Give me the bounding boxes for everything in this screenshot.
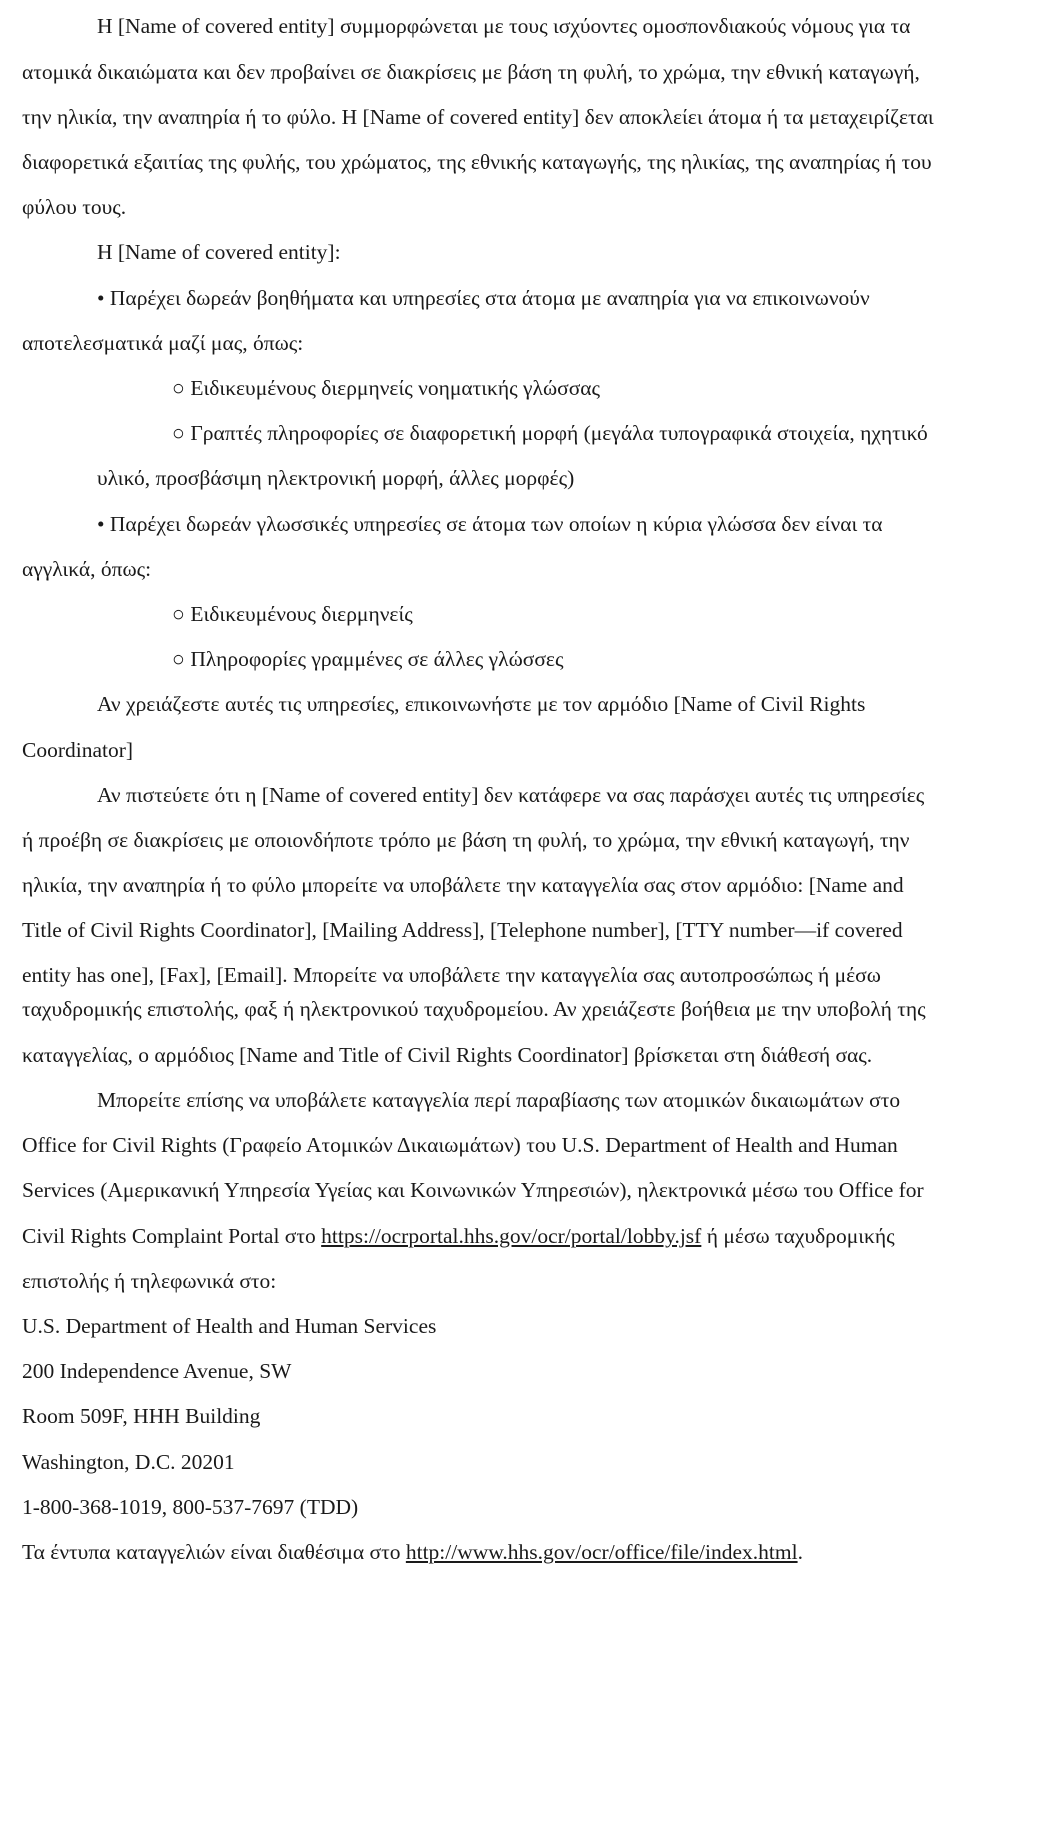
phone-numbers: 1-800-368-1019, 800-537-7697 (TDD) <box>22 1495 359 1519</box>
sub-bullet-interpreters: ○ Ειδικευμένους διερμηνείς <box>172 602 413 626</box>
entity-services-heading: Η [Name of covered entity]: <box>97 240 341 264</box>
address-line: 200 Independence Avenue, SW <box>22 1359 292 1383</box>
sub-bullet-written-info-line: υλικό, προσβάσιμη ηλεκτρονική μορφή, άλλες μορφές) <box>97 466 575 490</box>
paragraph-contact-coordinator-line: Coordinator] <box>22 738 134 762</box>
paragraph-grievance-line: Αν πιστεύετε ότι η [Name of covered entity] δεν κατάφερε να σας παράσχει αυτές τις υπηρεσίες <box>97 783 925 807</box>
address-line: Room 509F, HHH Building <box>22 1404 261 1428</box>
forms-text-after: . <box>797 1540 803 1564</box>
sub-bullet-other-languages: ○ Πληροφορίες γραμμένες σε άλλες γλώσσες <box>172 647 564 671</box>
paragraph-grievance-line: καταγγελίας, ο αρμόδιος [Name and Title of Civil Rights Coordinator] βρίσκεται στη διάθεσή σας. <box>22 1043 873 1067</box>
complaint-forms-link[interactable]: http://www.hhs.gov/ocr/office/file/index.html <box>405 1540 798 1564</box>
paragraph-nondiscrimination-line: Η [Name of covered entity] συμμορφώνεται με τους ισχύοντες ομοσπονδιακούς νόμους για τα <box>97 14 911 38</box>
address-line: U.S. Department of Health and Human Services <box>22 1314 437 1338</box>
paragraph-grievance-line: Title of Civil Rights Coordinator], [Mailing Address], [Telephone number], [TTY number—if covered <box>22 918 903 942</box>
bullet-language-services-line: αγγλικά, όπως: <box>22 557 152 581</box>
bullet-disability-aids-line: αποτελεσματικά μαζί μας, όπως: <box>22 331 304 355</box>
paragraph-contact-coordinator-line: Αν χρειάζεστε αυτές τις υπηρεσίες, επικοινωνήστε με τον αρμόδιο [Name of Civil Rights <box>97 692 866 716</box>
portal-text-after: ή μέσω ταχυδρομικής <box>701 1224 895 1248</box>
ocr-portal-link[interactable]: https://ocrportal.hhs.gov/ocr/portal/lobby.jsf <box>321 1224 702 1248</box>
paragraph-ocr-complaint-line: επιστολής ή τηλεφωνικά στο: <box>22 1269 277 1293</box>
paragraph-nondiscrimination-line: διαφορετικά εξαιτίας της φυλής, του χρώματος, της εθνικής καταγωγής, της ηλικίας, της αναπηρίας ή του <box>22 150 932 174</box>
paragraph-ocr-complaint-line: Μπορείτε επίσης να υποβάλετε καταγγελία περί παραβίασης των ατομικών δικαιωμάτων στο <box>97 1088 901 1112</box>
paragraph-ocr-complaint-line: Services (Αμερικανική Υπηρεσία Υγείας και Κοινωνικών Υπηρεσιών), ηλεκτρονικά μέσω του Office for <box>22 1178 924 1202</box>
forms-text-before: Τα έντυπα καταγγελιών είναι διαθέσιμα στο <box>22 1540 406 1564</box>
complaint-forms-line <box>22 1542 803 1564</box>
paragraph-grievance-line: ηλικία, την αναπηρία ή το φύλο μπορείτε να υποβάλετε την καταγγελία σας στον αρμόδιο: [Name and <box>22 873 904 897</box>
paragraph-nondiscrimination-line: ατομικά δικαιώματα και δεν προβαίνει σε διακρίσεις με βάση τη φυλή, το χρώμα, την εθνική καταγωγή, <box>22 60 920 84</box>
portal-text-before: Civil Rights Complaint Portal στο <box>22 1224 322 1248</box>
paragraph-ocr-complaint-line: Office for Civil Rights (Γραφείο Ατομικών Δικαιωμάτων) του U.S. Department of Health and Human <box>22 1133 898 1157</box>
paragraph-grievance-line: entity has one], [Fax], [Email]. Μπορείτε να υποβάλετε την καταγγελία σας αυτοπροσώπως ή μέσω <box>22 963 881 987</box>
paragraph-grievance-line: ταχυδρομικής επιστολής, φαξ ή ηλεκτρονικού ταχυδρομείου. Αν χρειάζεστε βοήθεια με την υποβολή της <box>22 997 926 1021</box>
bullet-disability-aids-line: • Παρέχει δωρεάν βοηθήματα και υπηρεσίες στα άτομα με αναπηρία για να επικοινωνούν <box>97 286 870 310</box>
sub-bullet-written-info-line: ○ Γραπτές πληροφορίες σε διαφορετική μορφή (μεγάλα τυπογραφικά στοιχεία, ηχητικό <box>172 421 928 445</box>
paragraph-nondiscrimination-line: την ηλικία, την αναπηρία ή το φύλο. Η [Name of covered entity] δεν αποκλείει άτομα ή τα μεταχειρίζεται <box>22 105 934 129</box>
paragraph-grievance-line: ή προέβη σε διακρίσεις με οποιονδήποτε τρόπο με βάση τη φυλή, το χρώμα, την εθνική καταγωγή, την <box>22 828 910 852</box>
paragraph-nondiscrimination-line: φύλου τους. <box>22 195 127 219</box>
bullet-language-services-line: • Παρέχει δωρεάν γλωσσικές υπηρεσίες σε άτομα των οποίων η κύρια γλώσσα δεν είναι τα <box>97 512 883 536</box>
address-line: Washington, D.C. 20201 <box>22 1450 235 1474</box>
paragraph-ocr-complaint-line <box>22 1226 895 1248</box>
sub-bullet-sign-language: ○ Ειδικευμένους διερμηνείς νοηματικής γλώσσας <box>172 376 601 400</box>
